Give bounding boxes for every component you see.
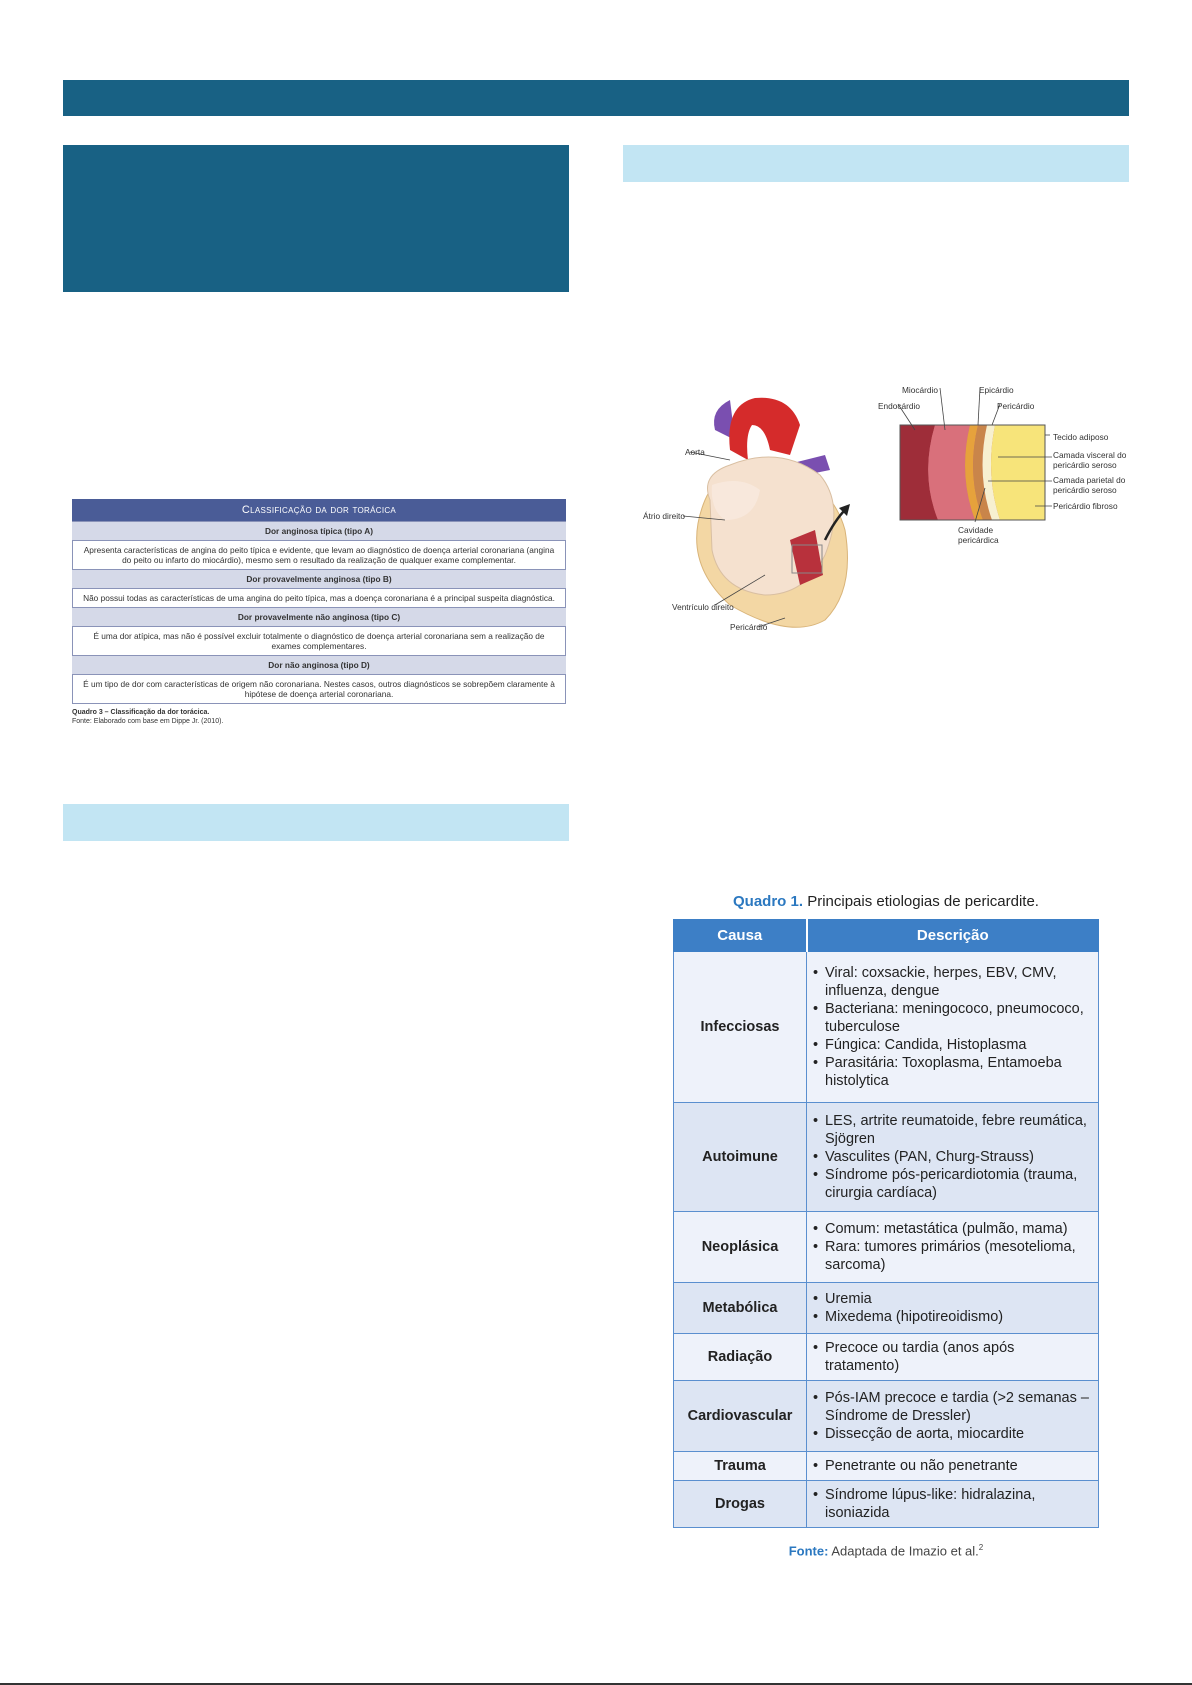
chest-pain-classification-table — [72, 499, 566, 726]
description-item: • Mixedema (hipotireoidismo) — [813, 1308, 1092, 1326]
table-row — [674, 1481, 1099, 1528]
description-cell — [807, 1334, 1099, 1381]
description-item: • Bacteriana: meningococo, pneumococo, tuberculose — [813, 1000, 1092, 1036]
pericardium-figure — [640, 380, 1140, 640]
description-cell — [807, 1381, 1099, 1452]
pericarditis-etiologies-table — [673, 919, 1099, 1528]
description-item: • Penetrante ou não penetrante — [813, 1457, 1092, 1475]
description-cell — [807, 1481, 1099, 1528]
description-item: • Uremia — [813, 1290, 1092, 1308]
table-section-heading: Dor provavelmente não anginosa (tipo C) — [72, 607, 566, 626]
table-section-heading: Dor anginosa típica (tipo A) — [72, 521, 566, 540]
label-aorta: Aorta — [685, 447, 705, 457]
description-cell — [807, 1283, 1099, 1334]
description-item: • Viral: coxsackie, herpes, EBV, CMV, influenza, dengue — [813, 964, 1092, 1000]
label-cavidade-pericardica: Cavidade pericárdica — [958, 525, 999, 545]
cause-cell: Neoplásica — [674, 1212, 807, 1283]
description-cell — [807, 952, 1099, 1103]
description-item: • Fúngica: Candida, Histoplasma — [813, 1036, 1092, 1054]
label-atrio-direito: Átrio direito — [643, 511, 685, 521]
table-row — [674, 1283, 1099, 1334]
description-item: • Precoce ou tardia (anos após tratamento) — [813, 1339, 1092, 1375]
header-causa: Causa — [674, 920, 807, 952]
description-cell — [807, 1452, 1099, 1481]
source-text: Adaptada de Imazio et al. — [831, 1543, 979, 1559]
table-title: Classificação da dor torácica — [72, 499, 566, 521]
label-miocardio: Miocárdio — [902, 385, 938, 395]
caption-label: Quadro 3 – Classificação da dor torácica. — [72, 709, 210, 716]
table-row — [674, 952, 1099, 1103]
quadro1-source — [673, 1543, 1099, 1558]
description-item: • Dissecção de aorta, miocardite — [813, 1425, 1092, 1443]
cause-cell: Drogas — [674, 1481, 807, 1528]
table-row — [674, 1334, 1099, 1381]
label-epicardio: Epicárdio — [979, 385, 1014, 395]
section-title-box — [63, 145, 569, 292]
table-section-text: Apresenta características de angina do peito típica e evidente, que levam ao diagnóstico de doença arterial coronariana (angina do peito ou infarto do miocárdio), mesmo sem o resultado da realização de qualquer exame complementar. — [72, 540, 566, 569]
header-descricao: Descrição — [807, 920, 1099, 952]
caption-source: Fonte: Elaborado com base em Dippe Jr. (2010). — [72, 718, 224, 725]
source-label: Fonte: — [788, 1543, 829, 1559]
table-row — [674, 1452, 1099, 1481]
quadro1-label: Quadro 1. — [733, 893, 804, 910]
quadro1-title: Principais etiologias de pericardite. — [807, 893, 1039, 910]
table-section-text: É um tipo de dor com características de origem não coronariana. Nestes casos, outros diagnósticos se sobrepõem claramente à hipótese de doença arterial coronariana. — [72, 674, 566, 704]
label-camada-visceral: Camada visceral do pericárdio seroso — [1053, 450, 1127, 470]
cause-cell: Metabólica — [674, 1283, 807, 1334]
description-item: • Vasculites (PAN, Churg-Strauss) — [813, 1148, 1092, 1166]
table-section-text: Não possui todas as características de uma angina do peito típica, mas a doença coronariana é a principal suspeita diagnóstica. — [72, 588, 566, 607]
quadro1-caption — [673, 893, 1099, 910]
table-row — [674, 1381, 1099, 1452]
description-item: • Pós-IAM precoce e tardia (>2 semanas – Síndrome de Dressler) — [813, 1389, 1092, 1425]
description-item: • Comum: metastática (pulmão, mama) — [813, 1220, 1092, 1238]
table-section-text: É uma dor atípica, mas não é possível excluir totalmente o diagnóstico de doença arterial coronariana sem a realização de exames complementares. — [72, 626, 566, 655]
label-camada-parietal: Camada parietal do pericárdio seroso — [1053, 475, 1126, 495]
label-endocardio: Endocárdio — [878, 401, 920, 411]
label-pericardio: Pericárdio — [730, 622, 768, 632]
label-tecido-adiposo: Tecido adiposo — [1053, 432, 1109, 442]
description-cell — [807, 1212, 1099, 1283]
label-pericardio-inset: Pericárdio — [997, 401, 1035, 411]
cause-cell: Radiação — [674, 1334, 807, 1381]
cause-cell: Trauma — [674, 1452, 807, 1481]
table-row — [674, 1212, 1099, 1283]
table-row — [674, 1103, 1099, 1212]
subsection-bar-left — [63, 804, 569, 841]
description-item: • LES, artrite reumatoide, febre reumática, Sjögren — [813, 1112, 1092, 1148]
description-item: • Rara: tumores primários (mesotelioma, sarcoma) — [813, 1238, 1092, 1274]
description-cell — [807, 1103, 1099, 1212]
label-pericardio-fibroso: Pericárdio fibroso — [1053, 501, 1118, 511]
cause-cell: Cardiovascular — [674, 1381, 807, 1452]
table-section-heading: Dor provavelmente anginosa (tipo B) — [72, 569, 566, 588]
table-section-heading: Dor não anginosa (tipo D) — [72, 655, 566, 674]
label-ventriculo-direito: Ventrículo direito — [672, 602, 734, 612]
source-reference: 2 — [978, 1543, 984, 1552]
subsection-bar-right — [623, 145, 1129, 182]
description-item: • Parasitária: Toxoplasma, Entamoeba histolytica — [813, 1054, 1092, 1090]
header-bar — [63, 80, 1129, 116]
description-item: • Síndrome lúpus-like: hidralazina, isoniazida — [813, 1486, 1092, 1522]
table-caption — [72, 708, 566, 726]
description-item: • Síndrome pós-pericardiotomia (trauma, cirurgia cardíaca) — [813, 1166, 1092, 1202]
cause-cell: Infecciosas — [674, 952, 807, 1103]
cause-cell: Autoimune — [674, 1103, 807, 1212]
